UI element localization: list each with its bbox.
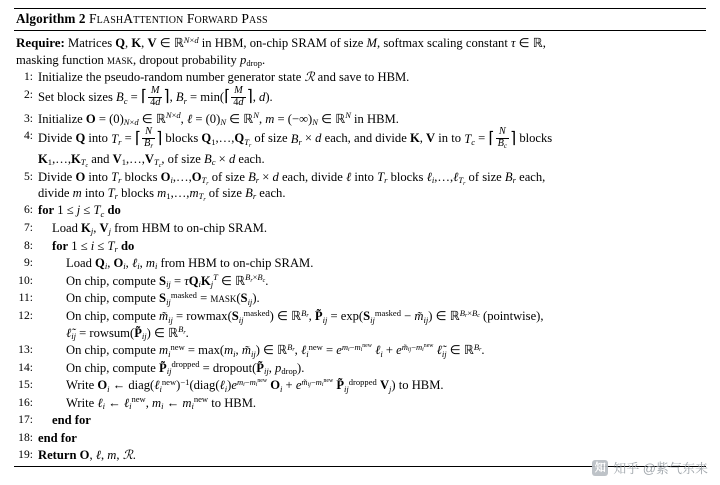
algorithm-step: [16, 219, 704, 237]
step-text: On chip, compute $m̃_{ij} = rowmax(S_{ij}^{masked})$ ∈ ℝ$^{B_r}$, $P̃_{ij} = \exp(S_{ij}^{masked}$ − $m̃_{ij}$) ∈ ℝ$^{B_r\times B_c}$ (pointwise), $\ell̃_{ij}$ = $rowsum(P̃_{ij})$ ∈ ℝ$^{B_r}$.: [66, 307, 544, 341]
algorithm-name: FlashAttention Forward Pass: [89, 11, 268, 26]
step-text: On chip, compute $m_i^{new} = \max(m_i$, $m̃_{ij}$) ∈ ℝ$^{B_r}$, ℓ$_i^{new}$ = $e^{m_i-m_i^{new}}$ ℓ$_i$ + $e^{m̃_{ij}-m_i^{new}}$ $\ell̃_{ij}$ ∈ ℝ$^{B_r}$.: [66, 341, 485, 359]
algorithm-step: [16, 394, 704, 412]
step-number: 17:: [18, 413, 33, 427]
algorithm-step: [16, 412, 704, 430]
step-text: On chip, compute $S_{ij}^{masked}$ = $mask(S_{ij})$.: [66, 289, 260, 307]
step-text: Initialize the pseudo-random number generator state ℛ and save to HBM.: [38, 70, 410, 85]
watermark: [592, 458, 708, 477]
step-number: 12:: [18, 309, 33, 323]
algorithm-step: [16, 237, 704, 255]
algorithm-step: [16, 342, 704, 360]
step-number: 4:: [23, 129, 33, 143]
step-number: 8:: [23, 238, 33, 252]
require-label: Require:: [16, 35, 65, 50]
algorithm-step: [16, 429, 704, 447]
algorithm-step: [16, 69, 704, 87]
step-text: Divide O into $T_r$ blocks $O_i,\dots,O_{T_r}$ of size $B_r \times d$ each, divide ℓ into $T_r$ blocks ℓ$_i$,…,ℓ$_{T_r}$ of size $B_r$ each, divide m into $T_r$ blocks $m_1,\dots,m_{T_r}$ of size $B_r$ each.: [38, 169, 546, 203]
algorithm-step: [16, 86, 704, 110]
step-text: Divide Q into $T_r$ = ⌈ $\frac{N}{B_r}$ ⌉ blocks $Q_1,\dots,Q_{T_r}$ of size $B_r \times d$ each, and divide K, V in to $T_c$ = ⌈ $\frac{N}{B_c}$ ⌉ blocks $K_1,\dots,K_{T_c}$ and $V_1,\dots,V_{T_c}$, of size $B_c \times d$ each.: [38, 126, 553, 170]
step-text: Initialize $O = (0)_{N\times d}$ ∈ ℝ$^{N\times d}$, ℓ = $(0)_N$ ∈ ℝ$^N$, $m = (-\infty)_N$ ∈ ℝ$^N$ in HBM.: [38, 110, 399, 128]
step-text: On chip, compute $P̃_{ij}^{dropped}$ = $dropout(P̃_{ij}$, $p_{drop}$).: [66, 359, 305, 377]
zhihu-logo-icon: 知: [592, 460, 608, 476]
algorithm-step: [16, 110, 704, 128]
step-number: 18:: [18, 430, 33, 444]
step-number: 3:: [23, 111, 33, 125]
step-text: Set block sizes $B_c$ = ⌈ $\frac{M}{4d}$ ⌉, $B_r$ = min(⌈ $\frac{M}{4d}$ ⌉, d).: [38, 84, 273, 108]
algorithm-step: [16, 168, 704, 202]
step-text: Write $O_i$ ← $diag(\ell_i^{new})^{-1}(diag(\ell_i)e^{m_i-m_i^{new}}$ $O_i + e^{m̃_{ij}-m_i^{new}}$ $P̃_{ij}^{dropped}$ $V_j$) to HBM.: [66, 376, 444, 394]
step-number: 11:: [18, 291, 33, 305]
require-block: [16, 34, 704, 69]
step-text: end for: [52, 413, 91, 428]
step-text: for $1 \le j \le T_c$ do: [38, 203, 121, 219]
watermark-text: 知乎 @紫气东来: [613, 461, 708, 476]
step-number: 13:: [18, 343, 33, 357]
step-number: 1:: [23, 70, 33, 84]
algorithm-step: [16, 202, 704, 220]
step-text: end for: [38, 430, 77, 445]
step-text: Load $Q_i$, $O_i$, ℓ$_i$, $m_i$ from HBM to on-chip SRAM.: [66, 256, 314, 272]
algorithm-step: [16, 255, 704, 273]
step-number: 7:: [23, 221, 33, 234]
require-text-line1: Matrices Q, K, V ∈ ℝ$^{N\times d}$ in HBM, on-chip SRAM of size M, softmax scaling constant τ ∈ ℝ,: [68, 34, 546, 50]
algorithm-step: [16, 377, 704, 395]
step-number: 14:: [18, 360, 33, 374]
step-number: 15:: [18, 378, 33, 392]
algorithm-step: [16, 359, 704, 377]
algorithm-body: [14, 31, 706, 466]
step-number: 5:: [23, 169, 33, 183]
step-text: On chip, compute $S_{ij} = \tau Q_iK_j^T$ ∈ ℝ$^{B_r\times B_c}$.: [66, 272, 269, 290]
step-number: 9:: [23, 256, 33, 270]
step-text: for $1 \le i \le T_r$ do: [52, 238, 135, 254]
step-text: Write ℓ$_i$ ← ℓ$_i^{new}$, $m_i$ ← $m_i^{new}$ to HBM.: [66, 394, 257, 412]
algorithm-label: Algorithm 2: [16, 11, 86, 26]
step-text: Load $K_j$, $V_j$ from HBM to on-chip SRAM.: [52, 221, 268, 237]
require-text-line2: masking function mask, dropout probability $p_{drop}$.: [16, 52, 266, 69]
algorithm-title: [14, 9, 706, 30]
algorithm-step: [16, 128, 704, 168]
algorithm-step: [16, 272, 704, 290]
step-text: Return O, ℓ, m, ℛ.: [38, 448, 136, 463]
step-number: 6:: [23, 203, 33, 217]
step-number: 10:: [18, 273, 33, 287]
step-number: 16:: [18, 395, 33, 409]
algorithm-step: [16, 308, 704, 342]
step-number: 2:: [23, 87, 33, 101]
step-number: 19:: [18, 448, 33, 462]
algorithm-step: [16, 290, 704, 308]
